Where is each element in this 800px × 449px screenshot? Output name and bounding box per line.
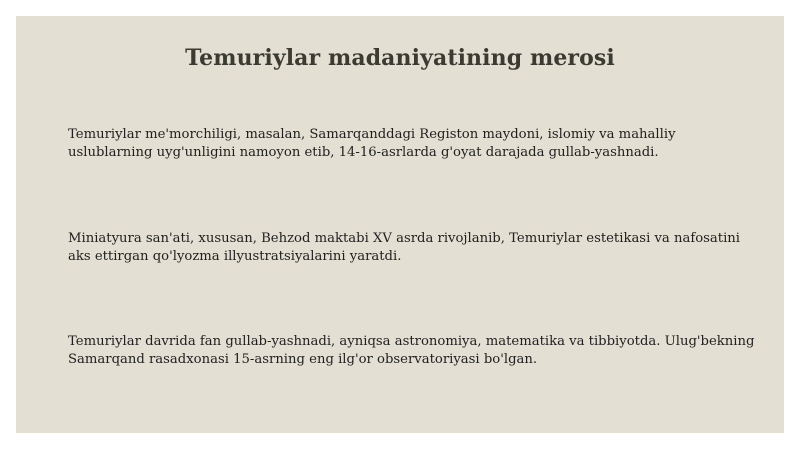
slide bbox=[16, 16, 784, 433]
paragraph-architecture: Temuriylar me'morchiligi, masalan, Samarqanddagi Registon maydoni, islomiy va mahalliy uslublarning uyg'unligini namoyon etib, 14-16-asrlarda g'oyat darajada gullab-yashnadi. bbox=[68, 127, 676, 160]
paragraph-science: Temuriylar davrida fan gullab-yashnadi, ayniqsa astronomiya, matematika va tibbiyotda. Ulug'bekning Samarqand rasadxonasi 15-asrning eng ilg'or observatoriyasi bo'lgan. bbox=[68, 334, 755, 367]
slide-title: Temuriylar madaniyatining merosi bbox=[185, 45, 615, 71]
paragraph-miniature-art: Miniatyura san'ati, xususan, Behzod maktabi XV asrda rivojlanib, Temuriylar estetikasi va nafosatini aks ettirgan qo'lyozma illyustratsiyalarini yaratdi. bbox=[68, 231, 741, 264]
